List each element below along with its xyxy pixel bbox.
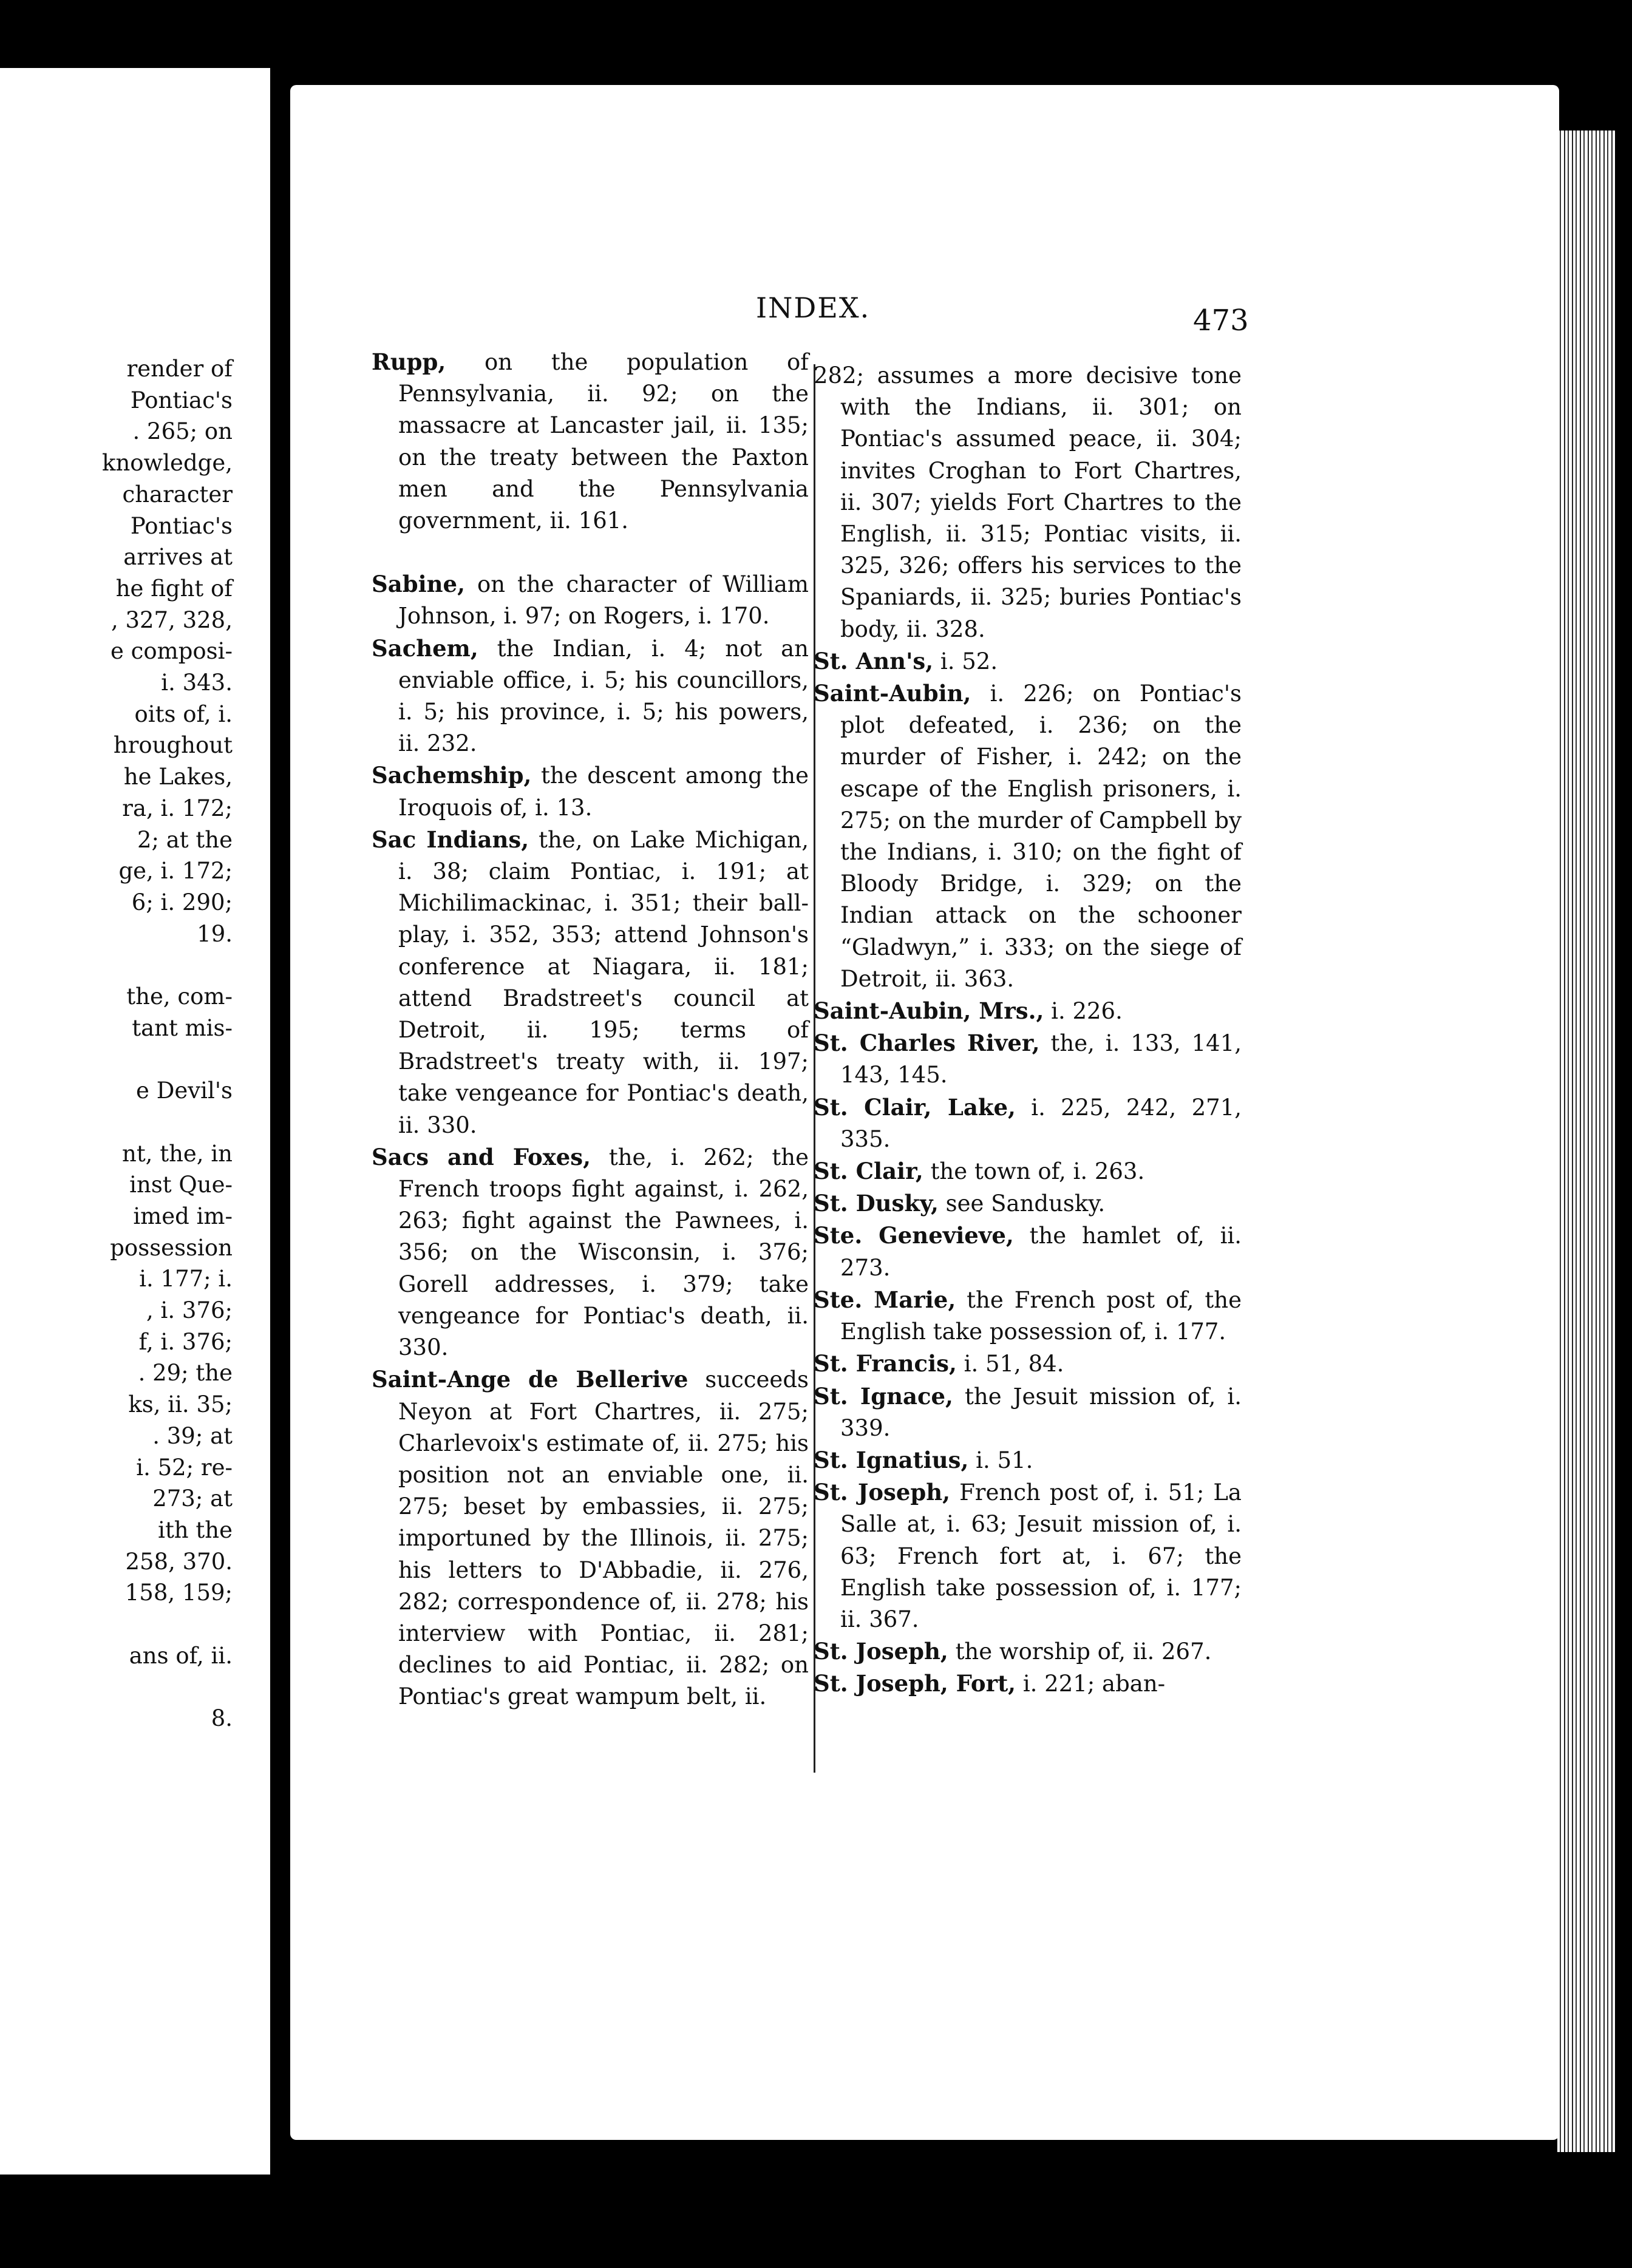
facing-page-line: , 327, 328, [110,606,233,633]
facing-page-line: character [122,481,233,508]
facing-page-line: he Lakes, [123,764,233,790]
index-column-2 [814,359,1242,1700]
facing-page-line: 273; at [152,1485,233,1512]
index-entry: St. Ann's, i. 52. [814,647,998,674]
facing-page-line: 19. [197,920,233,947]
facing-page-line: arrives at [123,544,233,571]
index-entry: St. Ignatius, i. 51. [814,1446,1033,1473]
facing-page-line: 2; at the [137,826,233,853]
index-entry: Saint-Aubin, Mrs., i. 226. [814,997,1123,1025]
facing-page-line: he fight of [115,575,233,602]
facing-page-line: ans of, ii. [129,1642,233,1669]
index-entry: St. Ignace, the Jesuit mission of, i. 339. [814,1382,1242,1441]
index-entry: St. Joseph, Fort, i. 221; aban- [814,1670,1166,1697]
index-entry: Sachemship, the descent among the Iroquois of, i. 13. [372,762,809,821]
index-entry: St. Dusky, see Sandusky. [814,1190,1106,1217]
facing-page-line: tant mis- [132,1014,233,1041]
facing-page-line: i. 343. [161,670,233,696]
index-entry: Sac Indians, the, on Lake Michigan, i. 38; claim Pontiac, i. 191; at Michilimackinac, i. 351; their ball-play, i. 352, 353; attend Johnson's conference at Niagara, ii. 181; attend Bradstreet's council at Detroit, ii. 195; terms of Bradstreet's treaty with, ii. 197; take vengeance for Pontiac's death, ii. 330. [372,826,809,1138]
facing-page-line: e Devil's [136,1078,233,1104]
facing-page-line: ra, i. 172; [122,795,233,821]
facing-page-fragment [0,68,270,2175]
index-entry: Saint-Aubin, i. 226; on Pontiac's plot defeated, i. 236; on the murder of Fisher, i. 242; on the escape of the English prisoners, i. 275; on the murder of Campbell by the Indians, i. 310; on the fight of Bloody Bridge, i. 329; on the Indian attack on the schooner “Gladwyn,” i. 333; on the siege of Detroit, ii. 363. [814,680,1242,992]
index-entry: Saint-Ange de Bellerive succeeds Neyon at Fort Chartres, ii. 275; Charlevoix's estimate of, ii. 275; his position not an enviable one, ii. 275; beset by embassies, ii. 275; importuned by the Illinois, ii. 275; his letters to D'Abbadie, ii. 276, 282; correspondence of, ii. 278; his interview with Pontiac, ii. 281; declines to aid Pontiac, ii. 282; on Pontiac's great wampum belt, ii. [372,1366,809,1710]
index-entry: St. Clair, the town of, i. 263. [814,1158,1145,1185]
index-entry: St. Joseph, French post of, i. 51; La Salle at, i. 63; Jesuit mission of, i. 63; French fort at, i. 67; the English take possession of, i. 177; ii. 367. [814,1479,1242,1632]
index-column-1 [372,346,809,1713]
index-entry: Sabine, on the character of William Johnson, i. 97; on Rogers, i. 170. [372,571,809,630]
facing-page-line: ks, ii. 35; [128,1391,233,1418]
index-entry: St. Francis, i. 51, 84. [814,1350,1064,1377]
facing-page-line: 8. [211,1705,233,1732]
facing-page-line: hroughout [113,732,233,759]
facing-page-line: 158, 159; [124,1580,233,1606]
facing-page-line: 258, 370. [125,1548,233,1575]
facing-page-line: knowledge, [102,450,233,477]
facing-page-line: i. 177; i. [139,1266,233,1292]
page-number: 473 [1193,304,1249,338]
facing-page-line: e composi- [110,638,233,665]
facing-page-line: ge, i. 172; [118,858,233,884]
facing-page-line: ith the [158,1516,233,1543]
index-entry: Sachem, the Indian, i. 4; not an enviable office, i. 5; his councillors, i. 5; his province, i. 5; his powers, ii. 232. [372,634,809,757]
index-entry: Sacs and Foxes, the, i. 262; the French troops fight against, i. 262, 263; fight against the Pawnees, i. 356; on the Wisconsin, i. 376; Gorell addresses, i. 379; take vengeance for Pontiac's death, ii. 330. [372,1143,809,1361]
facing-page-line: Pontiac's [130,387,233,413]
facing-page-line: Pontiac's [130,512,233,539]
facing-page-line: render of [126,356,233,382]
facing-page-line: possession [110,1234,233,1261]
facing-page-line: i. 52; re- [136,1454,233,1481]
index-entry: 282; assumes a more decisive tone with the Indians, ii. 301; on Pontiac's assumed peace, ii. 304; invites Croghan to Fort Chartres, ii. 307; yields Fort Chartres to the English, ii. 315; Pontiac visits, ii. 325, 326; offers his services to the Spaniards, ii. 325; buries Pontiac's body, ii. 328. [814,362,1242,642]
index-entry: St. Clair, Lake, i. 225, 242, 271, 335. [814,1093,1242,1152]
index-entry: Rupp, on the population of Pennsylvania, ii. 92; on the massacre at Lancaster jail, ii. 135; on the treaty between the Paxton men and the Pennsylvania government, ii. 161. [372,348,809,534]
facing-page-line: , i. 376; [146,1297,233,1323]
facing-page-line: inst Que- [129,1172,233,1198]
index-entry: Ste. Genevieve, the hamlet of, ii. 273. [814,1222,1242,1281]
facing-page-line: . 29; the [138,1360,233,1387]
index-entry: Ste. Marie, the French post of, the English take possession of, i. 177. [814,1286,1242,1345]
facing-page-line: oits of, i. [134,701,233,727]
facing-page-line: imed im- [133,1203,233,1229]
facing-page-line: 6; i. 290; [131,889,233,915]
index-entry: St. Charles River, the, i. 133, 141, 143, 145. [814,1030,1242,1088]
facing-page-line: the, com- [126,983,233,1010]
facing-page-line: . 39; at [152,1422,233,1449]
running-head: INDEX. [756,291,871,324]
facing-page-line: nt, the, in [121,1140,233,1167]
facing-page-line: f, i. 376; [138,1328,233,1355]
book-page-edges [1557,131,1615,2152]
index-entry: St. Joseph, the worship of, ii. 267. [814,1638,1212,1665]
facing-page-line: . 265; on [132,418,233,445]
